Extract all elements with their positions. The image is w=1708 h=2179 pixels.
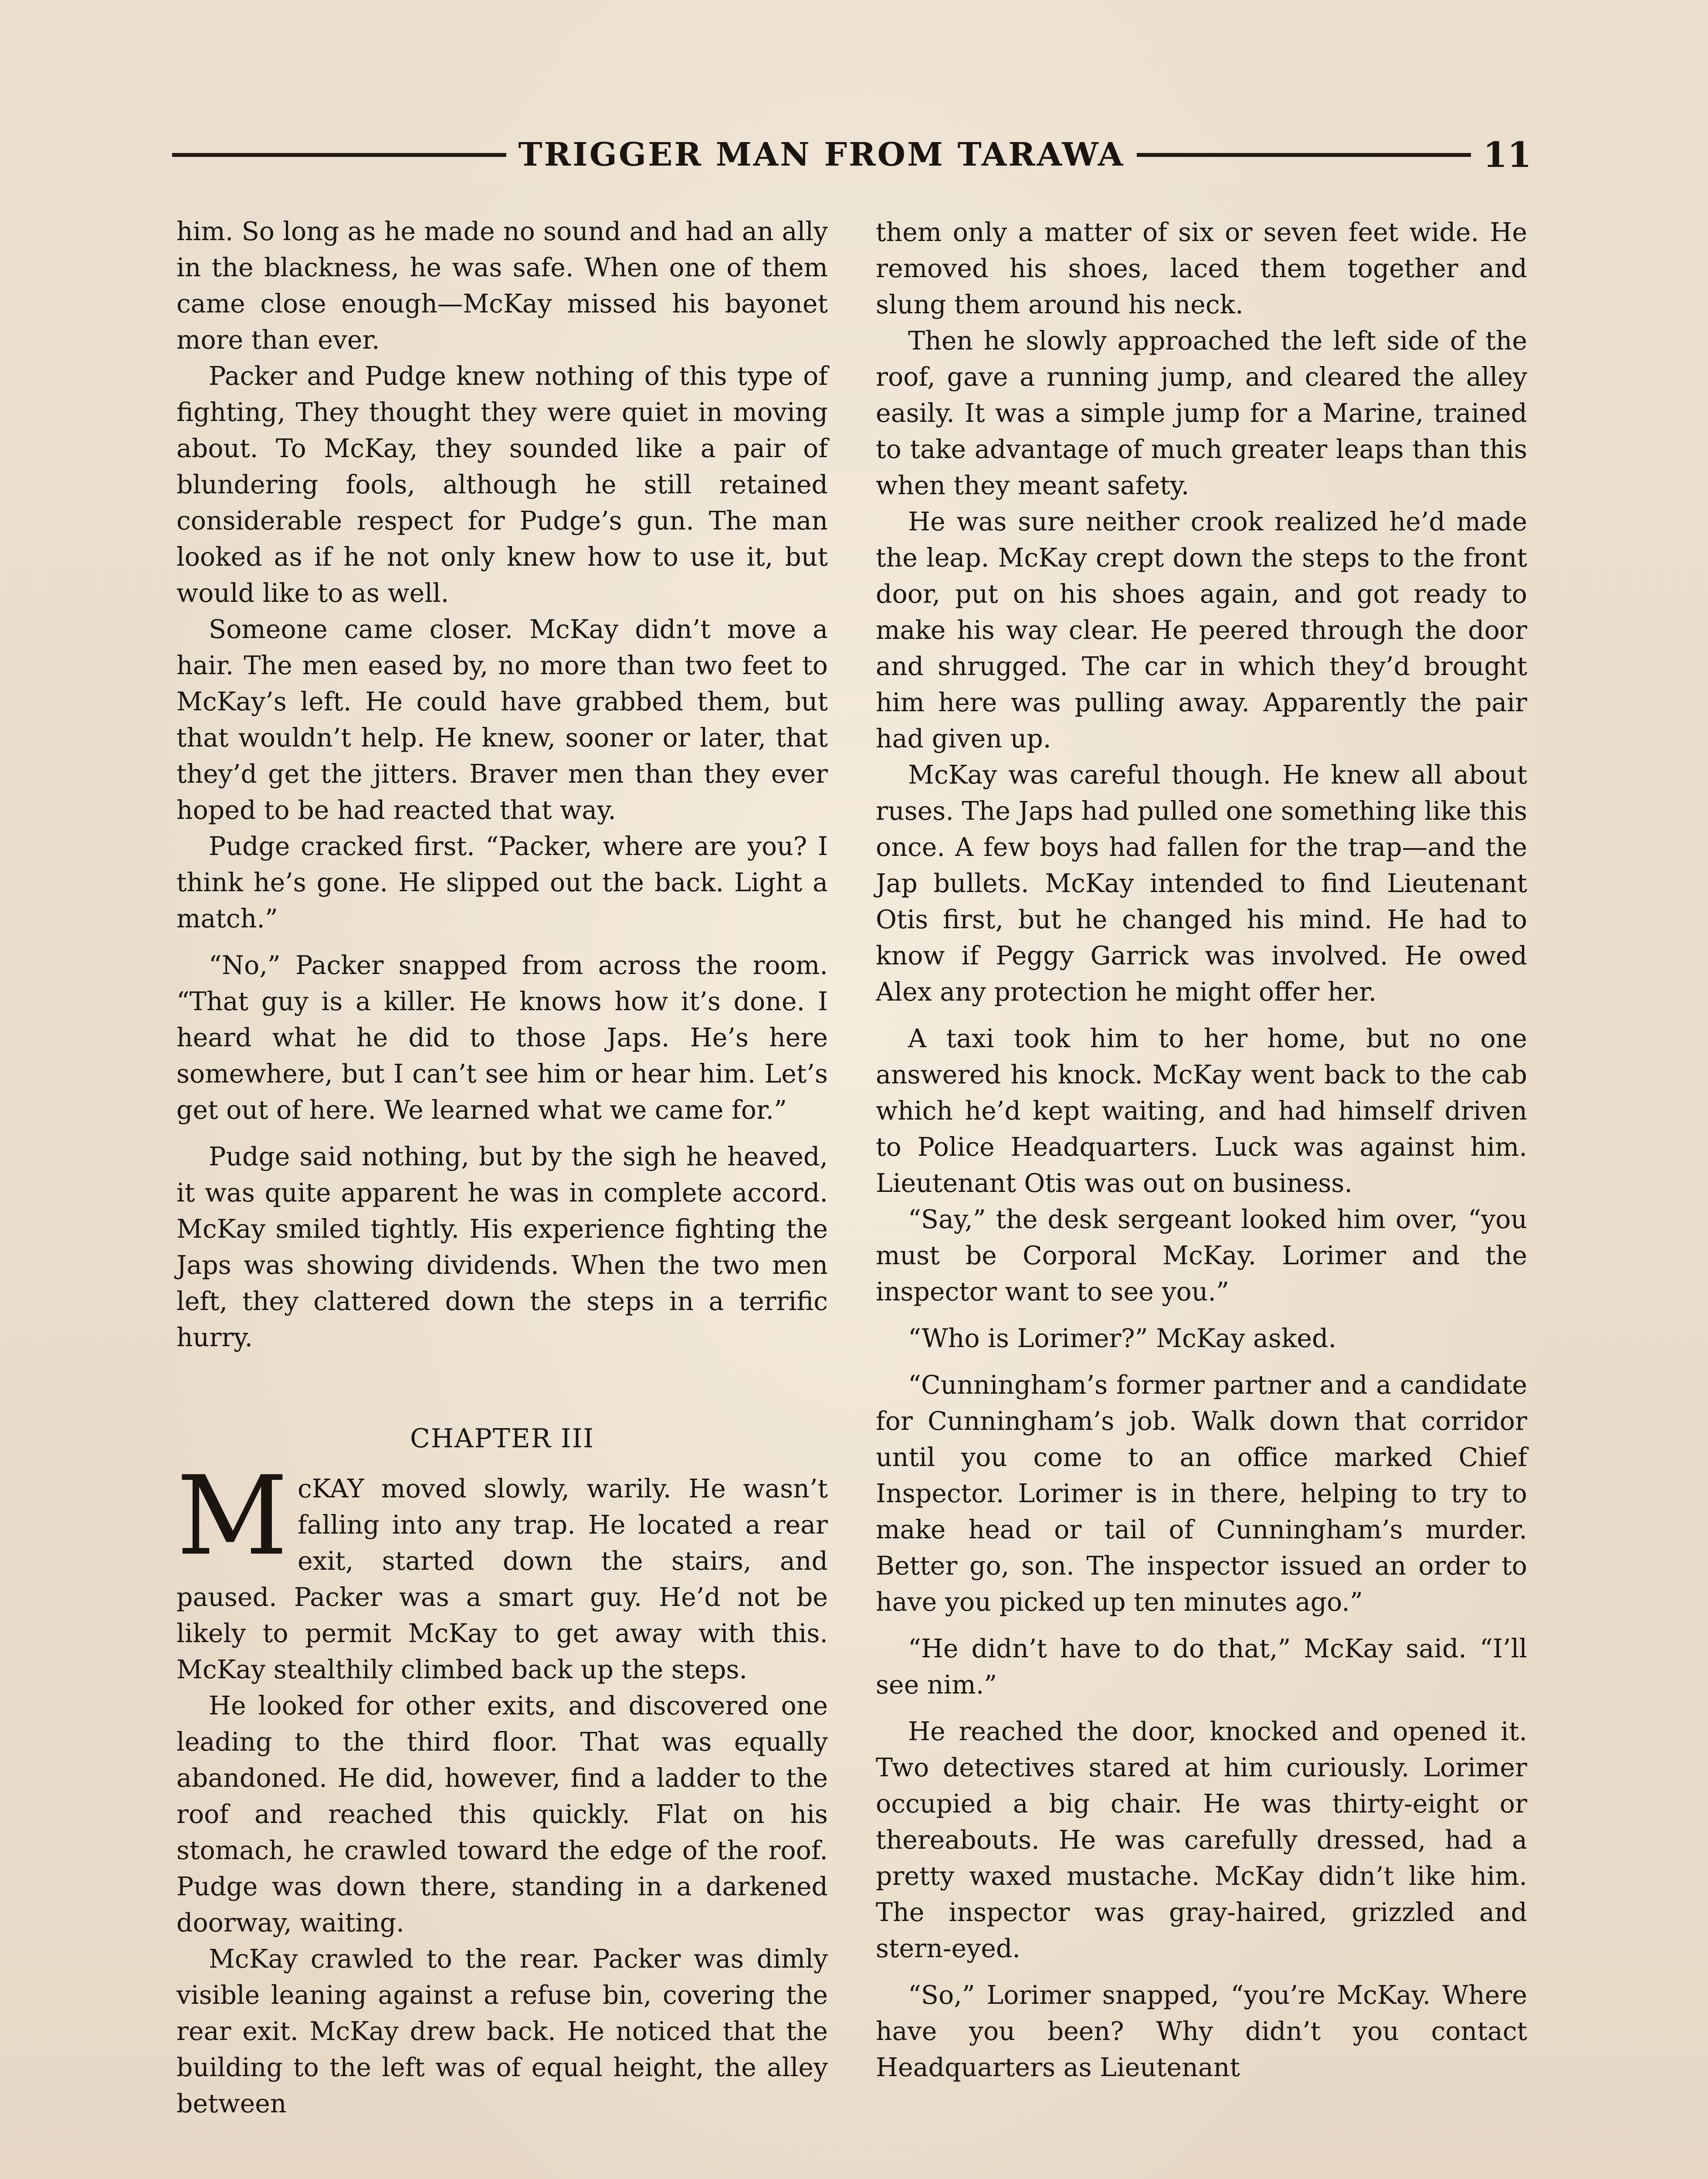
text-column-left [176,214,828,2122]
paragraph: “Who is Lorimer?” McKay asked. [908,1324,1337,1353]
chapter-opening-paragraph [176,1453,828,1688]
paragraph: “Cunningham’s former partner and a candidate for Cunningham’s job. Walk down that corridor until you come to an office marked Chief Inspector. Lorimer is in there, helping to try to make head or tail of Cunningham’s murder. Better go, son. The inspector issued an order to have you picked up ten minutes ago.” [876,1370,1527,1617]
paragraph: He was sure neither crook realized he’d made the leap. McKay crept down the steps to the front door, put on his shoes again, and got ready to make his way clear. He peered through the door and shrugged. The car in which they’d brought him here was pulling away. Apparently the pair had given up. [876,507,1527,753]
running-head [172,131,1532,179]
paragraph: “Say,” the desk sergeant looked him over, “you must be Corporal McKay. Lorimer and the inspector want to see you.” [876,1205,1527,1307]
drop-cap: M [176,1453,288,1579]
paragraph: them only a matter of six or seven feet wide. He removed his shoes, laced them together and slung them around his neck. [876,217,1527,319]
header-rule-left [172,153,506,157]
paragraph: Packer and Pudge knew nothing of this type of fighting, They thought they were quiet in moving about. To McKay, they sounded like a pair of blundering fools, although he still retained considerable respect for Pudge’s gun. The man looked as if he not only knew how to use it, but would like to as well. [176,361,828,608]
page-number: 11 [1483,134,1532,175]
paragraph: him. So long as he made no sound and had an ally in the blackness, he was safe. When one of them came close enough—McKay missed his bayonet more than ever. [176,217,828,355]
paragraph: He looked for other exits, and discovered one leading to the third floor. That was equally abandoned. He did, however, find a ladder to the roof and reached this quickly. Flat on his stomach, he crawled toward the edge of the roof. Pudge was down there, standing in a darkened doorway, waiting. [176,1691,828,1938]
paragraph: McKay was careful though. He knew all about ruses. The Japs had pulled one something like this once. A few boys had fallen for the trap—and the Jap bullets. McKay intended to find Lieutenant Otis first, but he changed his mind. He had to know if Peggy Garrick was involved. He owed Alex any protection he might offer her. [876,760,1527,1007]
paragraph: He reached the door, knocked and opened it. Two detectives stared at him curiously. Lorimer occupied a big chair. He was thirty-eight or thereabouts. He was carefully dressed, had a pretty waxed mustache. McKay didn’t like him. The inspector was gray-haired, grizzled and stern-eyed. [876,1717,1527,1963]
header-rule-right [1137,153,1471,157]
paragraph: Someone came closer. McKay didn’t move a hair. The men eased by, no more than two feet to McKay’s left. He could have grabbed them, but that wouldn’t help. He knew, sooner or later, that they’d get the jitters. Braver men than they ever hoped to be had reacted that way. [176,614,828,825]
paragraph: “No,” Packer snapped from across the room. “That guy is a killer. He knows how it’s done. I heard what he did to those Japs. He’s here somewhere, but I can’t see him or hear him. Let’s get out of here. We learned what we came for.” [176,950,828,1125]
paragraph: “He didn’t have to do that,” McKay said. “I’ll see nim.” [876,1634,1527,1700]
chapter-heading: CHAPTER III [410,1423,595,1454]
paragraph: McKay crawled to the rear. Packer was dimly visible leaning against a refuse bin, covering the rear exit. McKay drew back. He noticed that the building to the left was of equal height, the alley between [176,1944,828,2118]
paragraph: Pudge said nothing, but by the sigh he heaved, it was quite apparent he was in complete accord. McKay smiled tightly. His experience fighting the Japs was showing dividends. When the two men left, they clattered down the steps in a terrific hurry. [176,1142,828,1352]
running-head-title: TRIGGER MAN FROM TARAWA [518,136,1125,173]
paragraph: “So,” Lorimer snapped, “you’re McKay. Where have you been? Why didn’t you contact Headquarters as Lieutenant [876,1980,1527,2082]
text-column-right [876,214,1527,2086]
paragraph: A taxi took him to her home, but no one answered his knock. McKay went back to the cab which he’d kept waiting, and had himself driven to Police Headquarters. Luck was against him. Lieutenant Otis was out on business. [876,1024,1527,1198]
paragraph: Pudge cracked first. “Packer, where are you? I think he’s gone. He slipped out the back. Light a match.” [176,832,828,933]
paragraph-text: cKAY moved slowly, warily. He wasn’t falling into any trap. He located a rear exit, started down the stairs, and paused. Packer was a smart guy. He’d not be likely to permit McKay to get away with this. McKay stealthily climbed back up the steps. [176,1474,828,1684]
paragraph: Then he slowly approached the left side of the roof, gave a running jump, and cleared the alley easily. It was a simple jump for a Marine, trained to take advantage of much greater leaps than this when they meant safety. [876,326,1527,500]
